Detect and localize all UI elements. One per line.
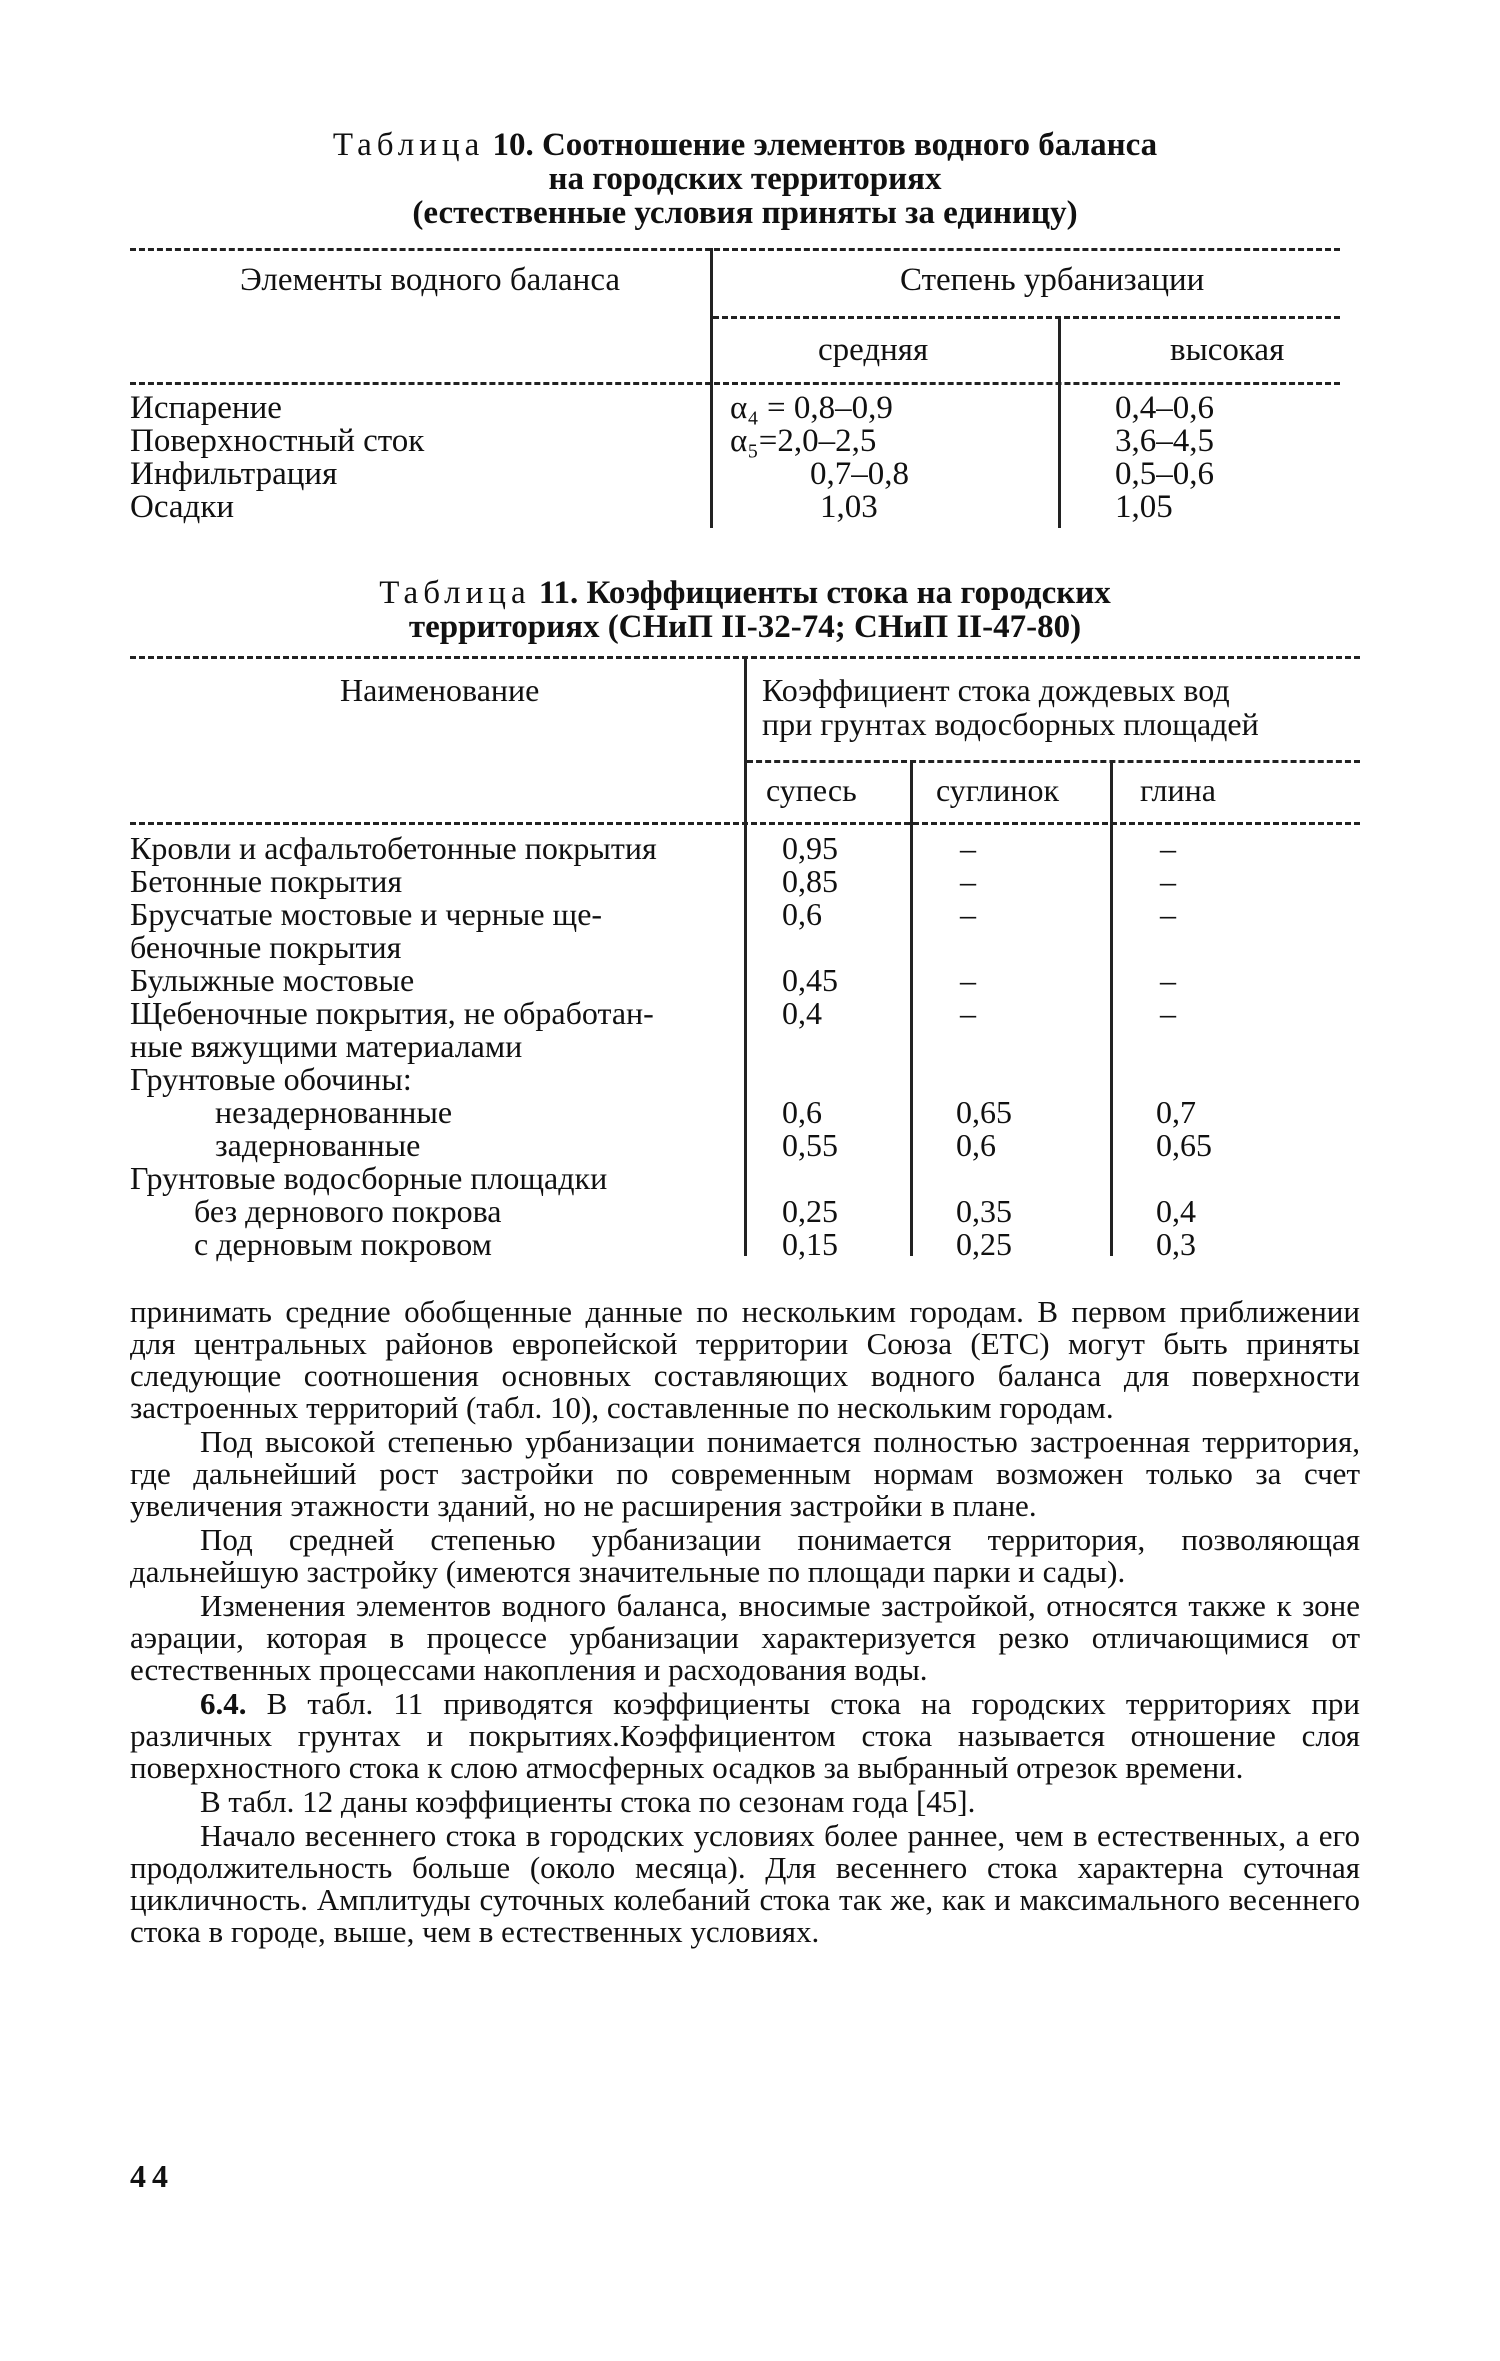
table11-row-name: Брусчатые мостовые и черные ще- [130,896,603,932]
table11-row-name: с дерновым покровом [194,1226,492,1262]
table10-caption [130,128,1360,230]
table11-header-rule [130,822,1360,825]
table11-row-sandy: 0,6 [782,1094,822,1130]
table11-row-name: беночные покрытия [130,929,402,965]
table11-row-clay: – [1160,863,1176,899]
table11-caption-prefix: Таблица [379,575,531,611]
table11-row-clay: – [1160,962,1176,998]
table11-row-loam: – [960,896,976,932]
table10-top-rule [130,248,1340,251]
table11-header-coef-line2: при грунтах водосборных площадей [762,706,1259,742]
paragraph: Под высокой степенью урбанизации понимается полностью застроенная территория, где дальнейший рост застройки по современным нормам возможен только за счет увеличения этажности зданий, но не расширения застройки в плане. [130,1424,1360,1523]
page-number: 44 [130,2158,174,2194]
table11-row-name: ные вяжущими материалами [130,1028,523,1064]
table10-row-name: Инфильтрация [130,456,338,492]
table10-caption-line1: Соотношение элементов водного баланса [541,127,1158,163]
table11-header-coef-line1: Коэффициент стока дождевых вод [762,672,1230,708]
table10-header-degree: Степень урбанизации [900,262,1205,298]
table11-row-loam: 0,65 [956,1094,1012,1130]
table11-col-divider [744,656,747,1256]
table11-header-loam: суглинок [936,772,1060,808]
table10-row-name: Осадки [130,489,235,525]
table10 [130,248,1340,538]
table11-caption-line1: Коэффициенты стока на городских [586,575,1111,611]
table11-row-loam: – [960,962,976,998]
table11-row-clay: 0,7 [1156,1094,1196,1130]
table10-caption-number: 10. [492,127,534,163]
table11-row-sandy: 0,15 [782,1226,838,1262]
table10-caption-line2: на городских территориях [548,161,942,197]
table11-row-name: Кровли и асфальтобетонные покрытия [130,830,657,866]
table11-row-name: задернованные [215,1127,421,1163]
table11 [130,652,1360,1272]
table10-row-name: Поверхностный сток [130,423,425,459]
table11-row-loam: – [960,830,976,866]
table11-row-sandy: 0,85 [782,863,838,899]
table10-row-high: 3,6–4,5 [1115,423,1214,459]
table10-row-medium: α₅=2,0–2,5 [730,423,877,459]
section-number: 6.4. [200,1686,247,1721]
paragraph: Изменения элементов водного баланса, вносимые застройкой, относятся также к зоне аэрации, которая в процессе урбанизации характеризуется резко отличающимися от естественных процессами накопления и расходования воды. [130,1588,1360,1687]
table10-subheader-rule [713,316,1340,319]
table11-row-clay: – [1160,896,1176,932]
paragraph-text: В табл. 11 приводятся коэффициенты стока на городских территориях при различных грунтах и покрытиях.Коэффициентом стока называется отношение слоя поверхностного стока к слою атмосферных осадков за выбранный отрезок времени. [130,1686,1360,1785]
table11-row-name: Булыжные мостовые [130,962,415,998]
table11-header-name: Наименование [340,672,540,708]
table11-row-clay: – [1160,995,1176,1031]
table11-header-sandy: супесь [766,772,857,808]
table10-row-high: 0,4–0,6 [1115,390,1214,426]
table10-caption-prefix: Таблица [332,127,485,163]
table11-row-clay: 0,3 [1156,1226,1196,1262]
table10-row-medium: α₄ = 0,8–0,9 [730,390,893,426]
table11-row-clay: – [1160,830,1176,866]
table11-subheader-rule [747,760,1360,763]
body-text [130,1296,1360,1950]
table11-row-name: Грунтовые обочины: [130,1061,412,1097]
table10-header-medium: средняя [818,332,929,368]
table11-row-loam: – [960,995,976,1031]
table11-row-loam: – [960,863,976,899]
table10-row-high: 1,05 [1115,489,1173,525]
table10-row-high: 0,5–0,6 [1115,456,1214,492]
paragraph: В табл. 12 даны коэффициенты стока по сезонам года [45]. [200,1784,976,1819]
table11-subcol-divider-1 [910,760,913,1256]
table11-caption-number: 11. [538,575,579,611]
table11-caption-line2: территориях (СНиП II-32-74; СНиП II-47-80) [408,609,1082,645]
table11-caption [130,576,1360,644]
table11-row-sandy: 0,45 [782,962,838,998]
table11-row-sandy: 0,6 [782,896,822,932]
table11-row-sandy: 0,95 [782,830,838,866]
table11-row-name: без дернового покрова [194,1193,502,1229]
table10-row-medium: 1,03 [820,489,878,525]
table11-row-clay: 0,4 [1156,1193,1196,1229]
table11-row-loam: 0,6 [956,1127,996,1163]
paragraph: принимать средние обобщенные данные по нескольким городам. В первом приближении для центральных районов европейской территории Союза (ЕТС) могут быть приняты следующие соотношения основных составляющих водного баланса для поверхности застроенных территорий (табл. 10), составленные по нескольким городам. [130,1294,1360,1425]
table11-row-name: Бетонные покрытия [130,863,403,899]
table10-subcol-divider [1058,316,1061,528]
table10-caption-line3: (естественные условия приняты за единицу) [412,195,1078,231]
table11-row-loam: 0,25 [956,1226,1012,1262]
table10-row-medium: 0,7–0,8 [810,456,909,492]
table10-header-elements: Элементы водного баланса [240,262,621,298]
paragraph: Под средней степенью урбанизации понимается территория, позволяющая дальнейшую застройку (имеются значительные по площади парки и сады). [130,1522,1360,1589]
table11-subcol-divider-2 [1110,760,1113,1256]
table10-col-divider [710,248,713,528]
table11-row-sandy: 0,25 [782,1193,838,1229]
table11-row-sandy: 0,4 [782,995,822,1031]
table10-header-high: высокая [1170,332,1285,368]
table11-row-clay: 0,65 [1156,1127,1212,1163]
paragraph-6-4 [130,1688,1360,1784]
table11-row-name: Грунтовые водосборные площадки [130,1160,608,1196]
table11-row-name: незадернованные [215,1094,453,1130]
table11-row-sandy: 0,55 [782,1127,838,1163]
table10-header-rule [130,382,1340,385]
table10-row-name: Испарение [130,390,282,426]
paragraph: Начало весеннего стока в городских условиях более раннее, чем в естественных, а его продолжительность больше (около месяца). Для весеннего стока характерна суточная цикличность. Амплитуды суточных колебаний стока так же, как и максимального весеннего стока в городе, выше, чем в естественных условиях. [130,1818,1360,1949]
table11-row-name: Щебеночные покрытия, не обработан- [130,995,654,1031]
table11-header-clay: глина [1140,772,1216,808]
table11-row-loam: 0,35 [956,1193,1012,1229]
